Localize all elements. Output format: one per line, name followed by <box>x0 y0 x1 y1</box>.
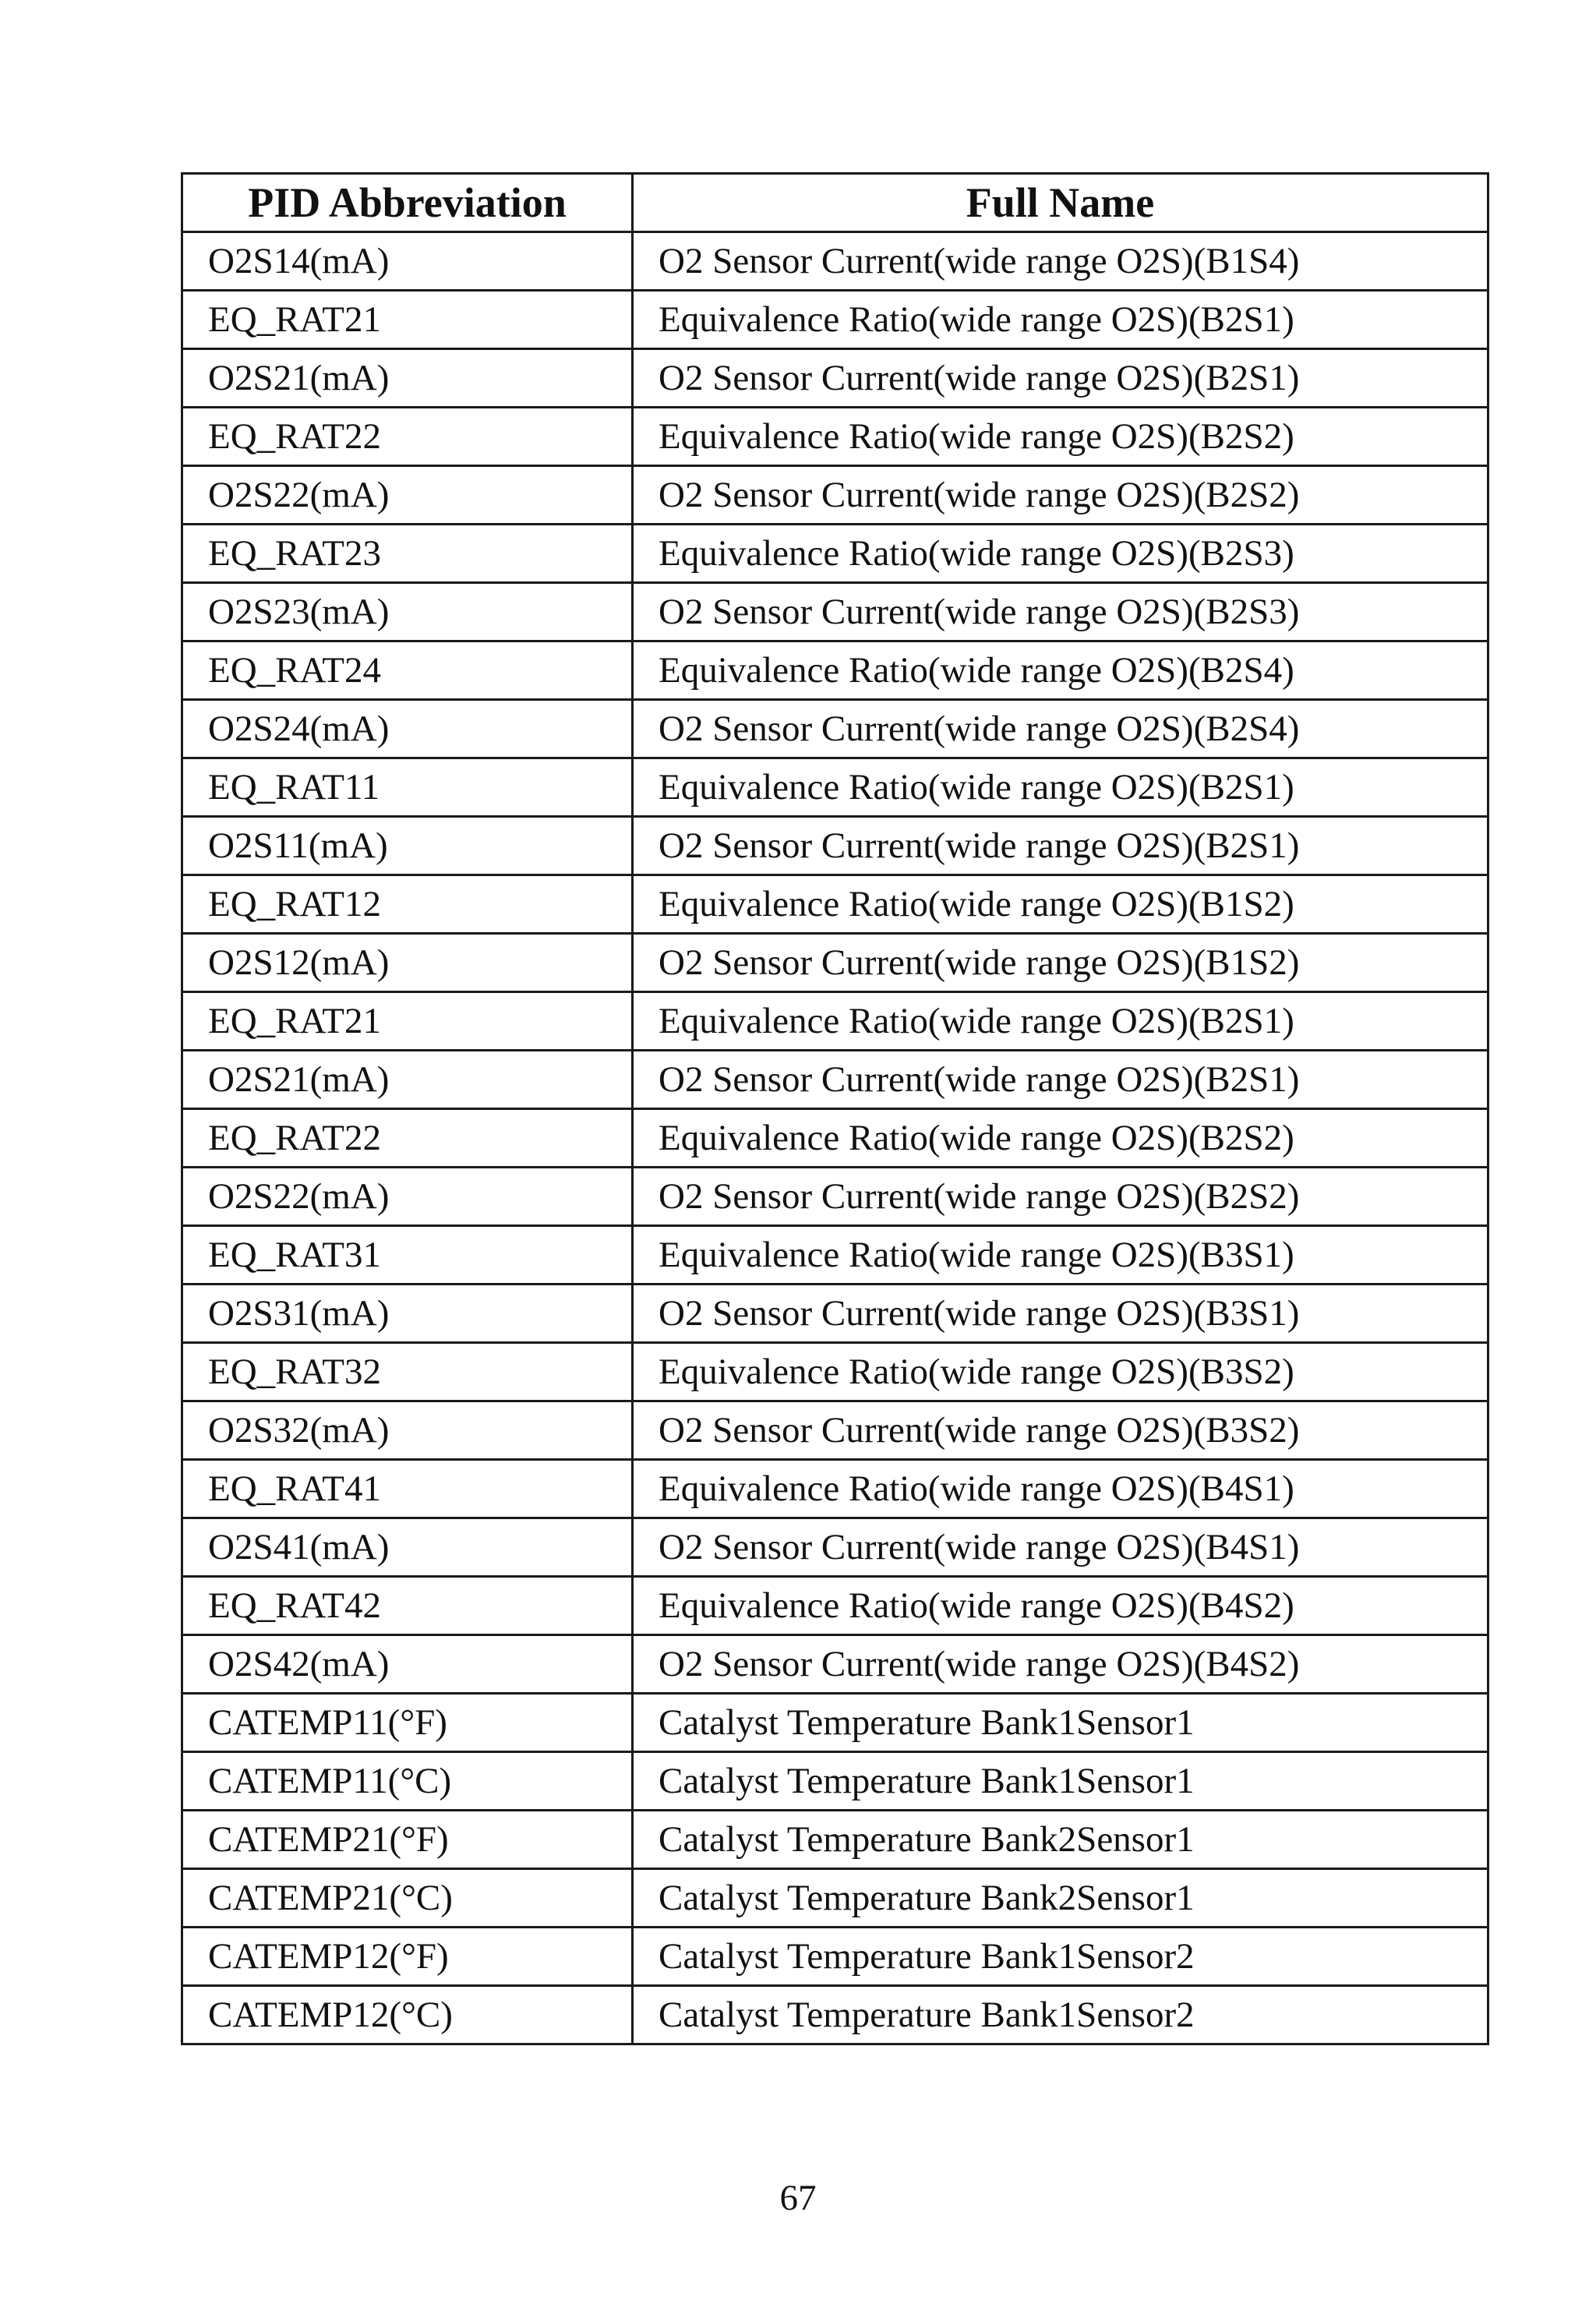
full-name-cell: Catalyst Temperature Bank1Sensor2 <box>633 1986 1488 2044</box>
table-row <box>182 1694 1488 1752</box>
pid-abbreviation-cell: EQ_RAT42 <box>182 1577 633 1635</box>
pid-abbreviation-cell: CATEMP12(°F) <box>182 1928 633 1986</box>
full-name-cell: O2 Sensor Current(wide range O2S)(B2S2) <box>633 1168 1488 1226</box>
pid-abbreviation-cell: O2S42(mA) <box>182 1635 633 1694</box>
full-name-cell: O2 Sensor Current(wide range O2S)(B3S1) <box>633 1285 1488 1343</box>
pid-abbreviation-cell: O2S11(mA) <box>182 817 633 875</box>
full-name-cell: O2 Sensor Current(wide range O2S)(B4S2) <box>633 1635 1488 1694</box>
table-row <box>182 1343 1488 1401</box>
full-name-cell: Equivalence Ratio(wide range O2S)(B2S3) <box>633 525 1488 583</box>
full-name-cell: O2 Sensor Current(wide range O2S)(B1S2) <box>633 934 1488 992</box>
full-name-cell: Equivalence Ratio(wide range O2S)(B3S2) <box>633 1343 1488 1401</box>
table-row <box>182 1518 1488 1577</box>
pid-abbreviation-cell: EQ_RAT22 <box>182 408 633 466</box>
pid-abbreviation-cell: O2S22(mA) <box>182 1168 633 1226</box>
pid-abbreviation-cell: EQ_RAT21 <box>182 291 633 349</box>
column-header-pid-abbreviation: PID Abbreviation <box>182 174 633 232</box>
full-name-cell: Equivalence Ratio(wide range O2S)(B2S1) <box>633 758 1488 817</box>
table-row <box>182 700 1488 758</box>
table-row <box>182 466 1488 525</box>
full-name-cell: Equivalence Ratio(wide range O2S)(B2S2) <box>633 408 1488 466</box>
table-row <box>182 1928 1488 1986</box>
table-row <box>182 1577 1488 1635</box>
table-row <box>182 1168 1488 1226</box>
table-row <box>182 992 1488 1051</box>
full-name-cell: O2 Sensor Current(wide range O2S)(B3S2) <box>633 1401 1488 1460</box>
full-name-cell: O2 Sensor Current(wide range O2S)(B2S1) <box>633 349 1488 408</box>
pid-abbreviation-cell: CATEMP21(°F) <box>182 1811 633 1869</box>
pid-abbreviation-cell: CATEMP21(°C) <box>182 1869 633 1928</box>
pid-abbreviation-cell: O2S31(mA) <box>182 1285 633 1343</box>
full-name-cell: Catalyst Temperature Bank1Sensor1 <box>633 1694 1488 1752</box>
pid-abbreviation-cell: O2S21(mA) <box>182 1051 633 1109</box>
full-name-cell: O2 Sensor Current(wide range O2S)(B2S2) <box>633 466 1488 525</box>
pid-abbreviation-cell: O2S21(mA) <box>182 349 633 408</box>
table-row <box>182 1226 1488 1285</box>
pid-abbreviation-cell: EQ_RAT32 <box>182 1343 633 1401</box>
full-name-cell: O2 Sensor Current(wide range O2S)(B2S1) <box>633 817 1488 875</box>
table-row <box>182 1285 1488 1343</box>
full-name-cell: Catalyst Temperature Bank2Sensor1 <box>633 1811 1488 1869</box>
table-header-row <box>182 174 1488 232</box>
full-name-cell: O2 Sensor Current(wide range O2S)(B4S1) <box>633 1518 1488 1577</box>
table-row <box>182 525 1488 583</box>
table-row <box>182 232 1488 291</box>
column-header-full-name: Full Name <box>633 174 1488 232</box>
table-row <box>182 875 1488 934</box>
full-name-cell: Equivalence Ratio(wide range O2S)(B3S1) <box>633 1226 1488 1285</box>
pid-abbreviation-cell: EQ_RAT23 <box>182 525 633 583</box>
table-row <box>182 641 1488 700</box>
table-row <box>182 1811 1488 1869</box>
full-name-cell: Equivalence Ratio(wide range O2S)(B2S2) <box>633 1109 1488 1168</box>
table-row <box>182 408 1488 466</box>
pid-abbreviation-cell: CATEMP11(°F) <box>182 1694 633 1752</box>
table-row <box>182 1869 1488 1928</box>
table-header <box>182 174 1488 232</box>
pid-abbreviation-cell: O2S41(mA) <box>182 1518 633 1577</box>
pid-abbreviation-cell: O2S32(mA) <box>182 1401 633 1460</box>
pid-abbreviation-cell: CATEMP12(°C) <box>182 1986 633 2044</box>
table-row <box>182 817 1488 875</box>
table-row <box>182 349 1488 408</box>
pid-abbreviation-cell: EQ_RAT11 <box>182 758 633 817</box>
table-row <box>182 1401 1488 1460</box>
table-row <box>182 1752 1488 1811</box>
pid-abbreviation-cell: O2S22(mA) <box>182 466 633 525</box>
pid-abbreviation-cell: CATEMP11(°C) <box>182 1752 633 1811</box>
full-name-cell: O2 Sensor Current(wide range O2S)(B2S4) <box>633 700 1488 758</box>
pid-abbreviation-cell: O2S12(mA) <box>182 934 633 992</box>
full-name-cell: Equivalence Ratio(wide range O2S)(B1S2) <box>633 875 1488 934</box>
pid-abbreviation-cell: EQ_RAT24 <box>182 641 633 700</box>
table-row <box>182 1986 1488 2044</box>
full-name-cell: Catalyst Temperature Bank2Sensor1 <box>633 1869 1488 1928</box>
table-row <box>182 1109 1488 1168</box>
table-row <box>182 1051 1488 1109</box>
full-name-cell: O2 Sensor Current(wide range O2S)(B2S3) <box>633 583 1488 641</box>
pid-abbreviation-cell: EQ_RAT22 <box>182 1109 633 1168</box>
full-name-cell: Equivalence Ratio(wide range O2S)(B4S1) <box>633 1460 1488 1518</box>
pid-abbreviation-cell: EQ_RAT12 <box>182 875 633 934</box>
pid-abbreviation-cell: EQ_RAT41 <box>182 1460 633 1518</box>
pid-abbreviation-cell: O2S24(mA) <box>182 700 633 758</box>
pid-abbreviation-cell: EQ_RAT31 <box>182 1226 633 1285</box>
full-name-cell: O2 Sensor Current(wide range O2S)(B1S4) <box>633 232 1488 291</box>
pid-abbreviation-cell: O2S14(mA) <box>182 232 633 291</box>
page-number: 67 <box>779 2178 817 2218</box>
table-body <box>182 232 1488 2044</box>
table-row <box>182 1460 1488 1518</box>
pid-abbreviation-cell: EQ_RAT21 <box>182 992 633 1051</box>
full-name-cell: Equivalence Ratio(wide range O2S)(B2S4) <box>633 641 1488 700</box>
full-name-cell: Catalyst Temperature Bank1Sensor2 <box>633 1928 1488 1986</box>
table-row <box>182 1635 1488 1694</box>
full-name-cell: O2 Sensor Current(wide range O2S)(B2S1) <box>633 1051 1488 1109</box>
table-row <box>182 934 1488 992</box>
table-row <box>182 758 1488 817</box>
table-row <box>182 583 1488 641</box>
full-name-cell: Equivalence Ratio(wide range O2S)(B2S1) <box>633 992 1488 1051</box>
full-name-cell: Catalyst Temperature Bank1Sensor1 <box>633 1752 1488 1811</box>
full-name-cell: Equivalence Ratio(wide range O2S)(B2S1) <box>633 291 1488 349</box>
pid-table <box>181 172 1489 2045</box>
full-name-cell: Equivalence Ratio(wide range O2S)(B4S2) <box>633 1577 1488 1635</box>
table-row <box>182 291 1488 349</box>
pid-abbreviation-cell: O2S23(mA) <box>182 583 633 641</box>
